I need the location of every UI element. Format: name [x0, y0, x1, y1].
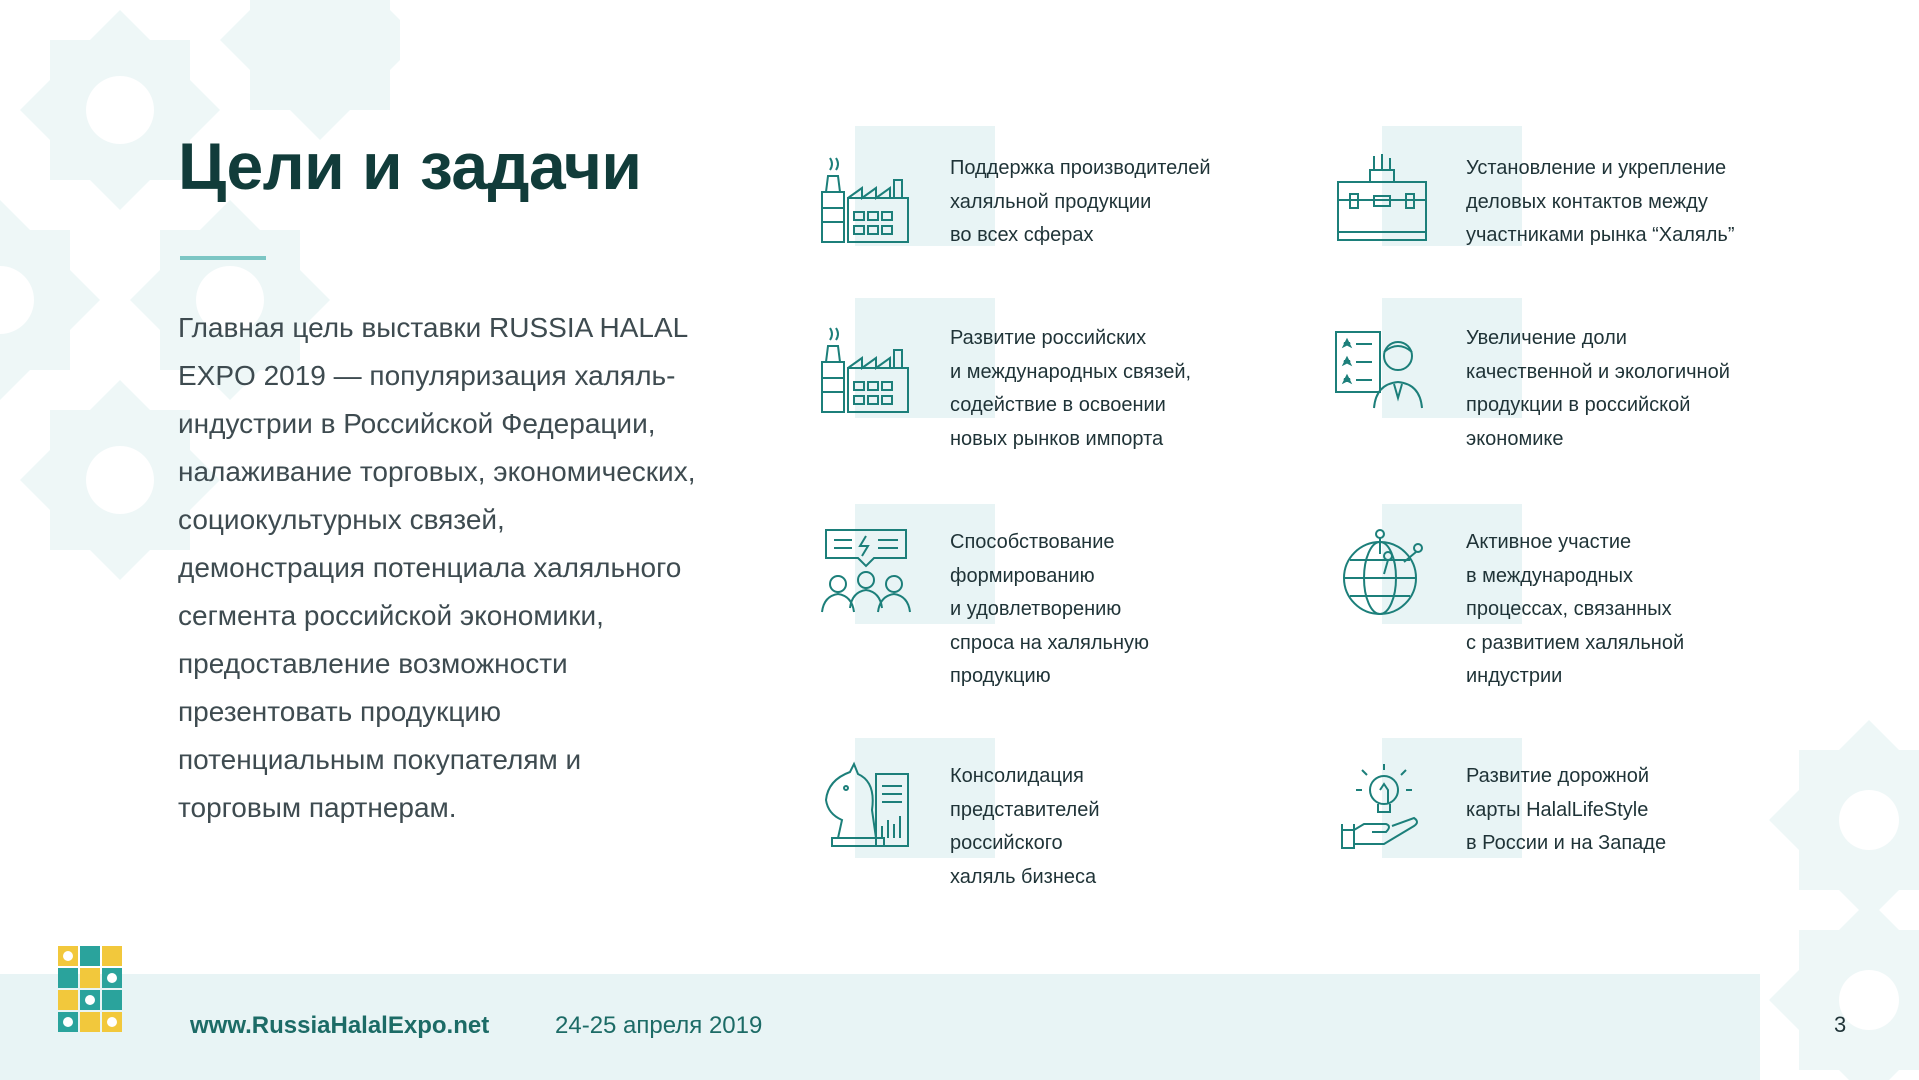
goal-item: [818, 152, 1211, 253]
goal-item: [1334, 152, 1735, 253]
page-number: 3: [1834, 1012, 1847, 1037]
goal-text: Активное участие в международных процессах, связанных с развитием халяльной индустрии: [1466, 531, 1685, 687]
goal-text: Увеличение доли качественной и экологичной продукции в российской экономике: [1466, 327, 1730, 450]
goal-item: [818, 526, 1149, 694]
goal-item: [1334, 526, 1684, 694]
goal-text: Развитие дорожной карты HalalLifeStyle в России и на Западе: [1466, 765, 1667, 854]
factory-icon: [818, 322, 914, 418]
goal-item: [818, 322, 1191, 456]
briefcase-icon: [1334, 152, 1430, 248]
goal-text: Поддержка производителей халяльной продукции во всех сферах: [950, 157, 1211, 246]
main-goal-paragraph: Главная цель выставки RUSSIA HALAL EXPO 2019 — популяризация халяль-индустрии в Российской Федерации, налаживание торговых, экономических, социокультурных связей, демонстрация потенциала халяльного сегмента российской экономики, предоставление возможности презентовать продукцию потенциальным покупателям и торговым партнерам.: [178, 312, 696, 823]
goal-text: Установление и укрепление деловых контактов между участниками рынка “Халяль”: [1466, 157, 1735, 246]
goal-item: [1334, 322, 1730, 456]
goal-text: Развитие российских и международных связей, содействие в освоении новых рынков импорта: [950, 327, 1192, 450]
event-dates: 24-25 апреля 2019: [555, 1012, 763, 1039]
page-title: Цели и задачи: [178, 129, 642, 203]
goal-text: Способствование формированию и удовлетворению спроса на халяльную продукцию: [950, 531, 1150, 687]
chess-knight-icon: [818, 760, 914, 856]
title-underline: [180, 256, 266, 260]
globe-network-icon: [1334, 526, 1430, 622]
goal-item: [1334, 760, 1666, 861]
expert-rating-icon: [1334, 322, 1430, 418]
website-link[interactable]: www.RussiaHalalExpo.net: [190, 1012, 490, 1039]
expo-logo: [58, 946, 124, 1036]
idea-hand-icon: [1334, 760, 1430, 856]
factory-icon: [818, 152, 914, 248]
goal-text: Консолидация представителей российского халяль бизнеса: [950, 765, 1100, 888]
discussion-group-icon: [818, 526, 914, 622]
goal-item: [818, 760, 1100, 894]
